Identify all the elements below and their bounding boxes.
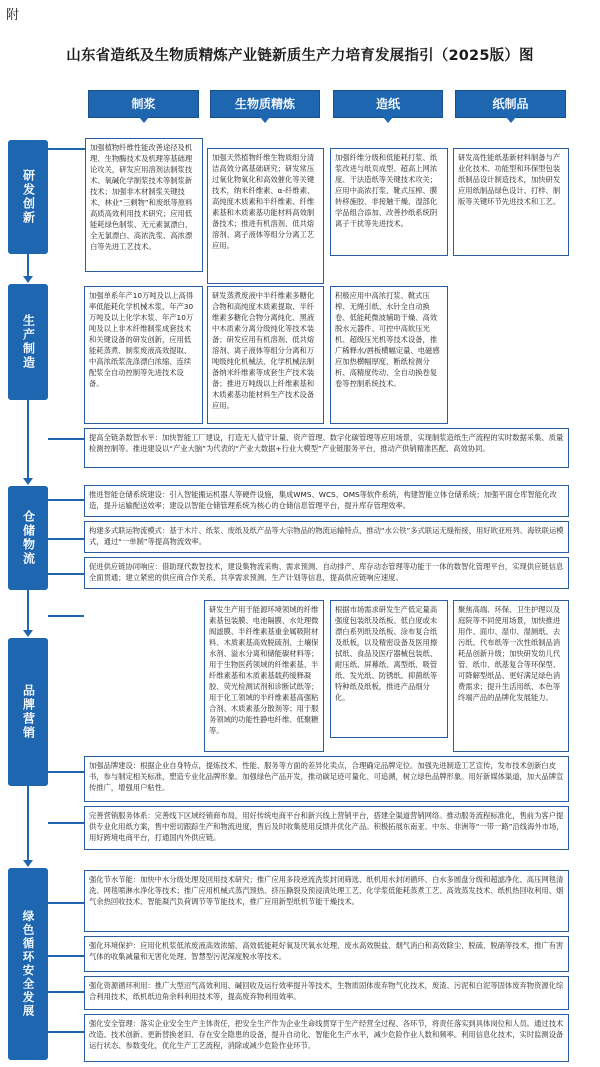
brand-papermaking-products-box: 根据市场需求研发生产低定量高强度包装纸及纸板、低白度或未漂白系列纸及纸板、涂布复合纸及纸板，以及精密设备及医用擦拭纸、食品及医疗器械包装纸、耐压纸、屏幕纸、离型纸、吸管纸、发光纸、防锈纸、抑菌纸等特种纸及纸板，推进产品细分化。 [330,600,448,738]
connector-line [48,615,84,617]
green-safety-management-box: 强化安全管理：落实企业安全生产主体责任，把安全生产作为企业生命线贯穿于生产经营全过程、各环节，将责任落实到具体岗位和人员。通过技术改造、技术创新、更新替换老旧、存在安全隐患的设备，提升自动化、智能化生产水平，减少危险作业人数和频率。利用信息化技术，实时监测设备运行状态、参数变化，优化生产工艺流程，消除或减少危险作业环节。 [84,1014,569,1062]
flow-arrow-icon [23,860,33,867]
flow-line [27,400,29,478]
brand-paper-products-box: 聚焦高端、环保、卫生护理以及庭院等不同使用场景，加快推进用作、面巾、湿巾、湿厕纸、去污纸、代布纸等一次性纸制品消耗品创新升级；加快研发幼儿代管、纸巾、纸基复合等环保型、可降解型纸品、更好满足绿色消费需求；提升生活用纸、本色等终端产品的品牌化发展能力。 [453,600,569,752]
connector-line [48,1031,84,1033]
green-environment-box: 强化环境保护：应用化机浆低浓废液高效浓缩、高效低能耗好氧及厌氧水处理、废水高效脱盐、烟气消白和高效除尘、脱硫、脱硝等技术，推广有害气体的收集减量和无害化处理、智慧型污泥深度脱水等技术。 [84,936,569,972]
flow-arrow-icon [23,276,33,283]
prod-pulping-box: 加强单系年产10万吨及以上高得率低能耗化学机械木浆、年产30万吨及以上化学木浆、年产10万吨及以上非木纤维制浆成套技术和关键设备的研发创新，应用低能耗蒸煮、制浆废液高效提取、中高浓纸浆洗涤漂白浓缩、连续配浆全自动控制等先进技术设备。 [84,286,203,424]
flow-line [27,590,29,630]
connector-line [48,991,84,993]
flow-line [27,786,29,860]
stage-green-safety: 绿色循环安全发展 [8,868,48,1060]
brand-building-box: 加强品牌建设：根据企业自身特点，提炼技术、性能、服务等方面的差异化卖点，合理确定品牌定位。加强先进制造工艺宣传，发布技术创新白皮书，参与制定相关标准，塑造专业化品牌形象。加强绿色产品开发，推动碳足迹可量化、可追溯，树立绿色品牌形象。用好新媒体渠道，加大品牌宣传推广，增强用户粘性。 [84,756,569,802]
stage-production: 生产制造 [8,284,48,400]
connector-line [48,148,88,150]
stage-rd-innovation: 研发创新 [8,140,48,254]
rd-pulping-box: 加强植物纤维性能改善途径及机理、生物酶技术及机理等基础理论攻关，研发应用溶剂法制浆技术、氧碱化学制浆技术等制浆新技术；加强非木材制浆关键技术、林业“三剩物”和废纸等原料高质高效利用技术研究；应用低能耗绿色制浆、无元素氯漂白、全无氯漂白、高浓洗浆、高浓漂白等先进工艺技术。 [85,138,203,272]
column-header-paper-products: 纸制品 [455,90,566,118]
logistics-smart-warehouse-box: 推进智能仓储系统建设：引入智能搬运机器人等硬件设施，集成WMS、WCS、OMS等软件系统，构建智能立体仓储系统；加强平面仓库智能化改造，提升运输配送效率；建设以智能仓储管理系统为核心的仓储信息管理平台，提升库存管理效率。 [84,485,569,517]
diagram-title: 山东省造纸及生物质精炼产业链新质生产力培育发展指引（2025版）图 [66,48,534,64]
connector-line [48,822,84,824]
connector-line [48,573,84,575]
flow-line [27,254,29,276]
logistics-multimodal-box: 构建多式联运物流模式：基于木片、纸浆、废纸及纸产品等大宗物品的物流运输特点，推动“水公铁”多式联运无缝衔接，用好欧亚班列、海铁联运模式，通过“一单制”等提高物流效率。 [84,521,569,553]
prod-digital-intelligence-box: 提高全链条数智水平：加快智能工厂建设，打造无人值守计量、资产管理、数字化碳管理等应用场景，实现制浆造纸生产流程的实时数据采集、质量检测控制等。推进建设以“产业大脑”为代表的“产业大数据+行业大模型”产业链服务平台，推动产供销精准匹配、高效协同。 [84,428,569,468]
flow-arrow-icon [23,630,33,637]
connector-line [48,438,84,440]
connector-line [48,955,84,957]
prod-papermaking-box: 积极应用中高浓打浆、靴式压榨、无绳引纸、水针全自动换卷、低能耗微波辅助干燥、高效脱水元器件、可控中高软压光机、超级压光机等技术设备，推广稀释水/唇板横幅定量、电磁感应加热横幅厚度、断纸检测分析、高精度传动、全自动换卷复卷等控制系统技术。 [330,286,448,424]
connector-line [48,499,84,501]
brand-biomass-products-box: 研发生产用于能源环境领域的纤维素基包装膜、电池隔膜、水处理微阀滤膜、半纤维素基重金属吸附材料、木质素基高效脱硫剂、土壤保水剂、溢水分离和储能碳材料等；用于生物医药领域的纤维素基、半纤维素基和木质素基载药缓释凝胶、荧光检测试剂和诊断试纸等；用于化工领域的半纤维素基高强粘合剂、木质素基分散剂等；用于服务领域的功能性静电纤维、低聚糖等。 [204,600,324,752]
connector-line [48,771,84,773]
stage-brand-marketing: 品牌营销 [8,638,48,786]
logistics-supply-chain-box: 促进供应链协同响应：借助现代数智技术，建设集物流采购、需求预测、自动排产、库存动态管理等功能于一体的数智化管理平台，实现供应链信息全面贯通；建立紧密的供应商合作关系，共享需求预测、生产计划等信息，提高供应链响应速度。 [84,557,569,589]
flow-arrow-icon [23,478,33,485]
appendix-label: 附 [6,8,20,23]
rd-paper-products-box: 研发高性能纸基新材料制备与产业化技术、功能型和环保型包装纸制品设计制造技术，加快研发应用纸制品绿色设计、打样、制版等关键环节先进技术和工艺。 [453,148,569,256]
green-resource-recycling-box: 强化资源循环利用：推广大型沼气高效利用、碱回收及运行效率提升等技术，生物质固体废弃物气化技术，废渣、污泥和白泥等固体废弃物资源化综合利用技术，纸机纸边角余料利用技术等，提高废弃物利用效率。 [84,976,569,1010]
connector-line [48,902,84,904]
stage-warehousing-logistics: 仓储物流 [8,486,48,590]
connector-line [48,538,84,540]
column-header-biomass-refining: 生物质精炼 [210,90,320,118]
rd-biomass-box: 加强天然植物纤维生物质组分清洁高效分离基础研究；研发常压过氧化物氧化和高效催化等关键技术，纳米纤维素、α-纤维素、高纯度木质素和半纤维素、纤维素基和木质素基功能材料高效制备技术；推进有机溶剂、低共熔溶剂、离子液体等组分分离工艺应用。 [207,148,324,284]
green-water-energy-box: 强化节水节能：加快中水分级处理及回用技术研究；推广应用多段逆流洗浆封闭筛选、纸机用水封闭循环、白水多圆盘分级和超滤净化、高压网毯清洗、网毯喷淋水净化等技术；推广应用机械式蒸汽预热、挤压撕裂及预浸渍处理工艺、化学浆低能耗蒸煮工艺、高效蒸发技术、纸机热回收利用、烟气余热回收技术、智能凝汽负荷调节等节能技术，推广应用新型纸机节能干燥技术。 [84,870,569,932]
rd-papermaking-box: 加强纤维分级和低能耗打浆、纸浆改进与纸页成型、超高上网浓度、干法造纸等关键技术攻关；应用中高浓打浆、靴式压榨、膜转移施胶、非接触干燥、湿部化学品组合添加、改善抄纸系统阴离子干扰等先进技术。 [330,148,448,256]
column-header-pulping: 制浆 [88,90,199,118]
column-header-papermaking: 造纸 [333,90,443,118]
prod-biomass-box: 研发蒸煮废液中半纤维素多糖化合物和高纯度木质素提取、半纤维素多糖化合物分离纯化、黑液中木质素分离分级纯化等技术装备；研发应用有机溶剂、低共熔溶剂、离子液体等组分分离和万吨级纯化机械法、化学机械法制备纳米纤维素等成套生产技术装备；推进万吨级以上纤维素基和木质素基功能材料生产技术设备应用。 [207,286,324,424]
brand-marketing-service-box: 完善营销服务体系：完善线下区域经销商布局，用好传统电商平台和新兴线上营销平台，搭建全渠道营销网络。推动服务流程标准化，售前为客户提供专业化用纸方案，售中密切跟踪生产和物流进度，售后及时收集使用反馈并优化产品。积极拓展东南亚、中东、非洲等“一带一路”沿线海外市场，用好跨境电商平台，打通国内外供应链。 [84,806,569,850]
